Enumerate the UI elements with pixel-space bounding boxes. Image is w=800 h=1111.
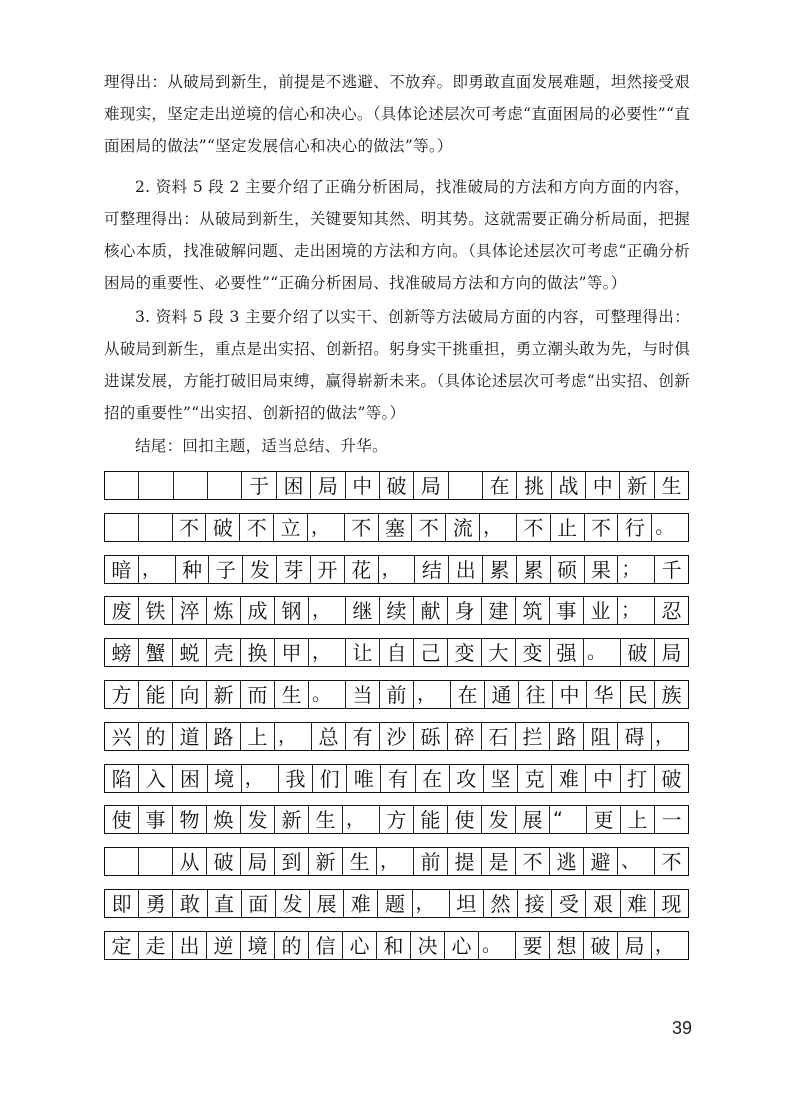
grid-cell: 克 — [518, 765, 552, 792]
grid-cell: ， — [655, 934, 675, 956]
grid-cell: 唯 — [347, 765, 381, 792]
grid-cell: 打 — [621, 765, 655, 792]
grid-cell: 于 — [242, 472, 276, 499]
grid-cell: 淬 — [173, 597, 207, 624]
grid-cell: 。 — [309, 681, 346, 708]
grid-cell: 直 — [208, 890, 242, 917]
grid-cell: 甲 — [275, 639, 309, 666]
grid-cell: 芽 — [277, 556, 311, 583]
grid-cell: 变 — [448, 639, 482, 666]
grid-cell: 即 — [105, 890, 139, 917]
grid-cell: 在 — [451, 681, 485, 708]
grid-cell: 题 — [378, 890, 412, 917]
grid-cell: 境 — [241, 932, 275, 959]
grid-cell: 种 — [176, 556, 210, 583]
paragraph-conclusion: 结尾：回扣主题，适当总结、升华。 — [135, 437, 388, 455]
grid-cell: 不 — [661, 849, 682, 874]
grid-cell: 。 — [655, 516, 675, 538]
grid-cell: 是 — [482, 848, 516, 875]
grid-cell: 逆 — [207, 932, 241, 959]
paragraph-point-3: 3. 资料 5 段 3 主要介绍了以实干、创新等方法破局方面的内容，可整理得出：从破局到新生，重点是出实招、创新招。躬身实干挑重担，勇立潮头敢为先，与时俱进谋发展，方能打破旧局束缚，赢得崭新未来。（具体论述层次可考虑“出实招、创新招的重要性”“出实招、创新招的做法”等。） — [104, 308, 690, 422]
grid-cell: 上 — [621, 806, 655, 833]
grid-cell: 往 — [519, 681, 553, 708]
grid-cell: 中 — [586, 765, 620, 792]
grid-cell: 艰 — [586, 890, 620, 917]
grid-cell: 有 — [346, 723, 380, 750]
grid-cell: 入 — [139, 765, 173, 792]
grid-cell: 不 — [240, 514, 274, 541]
grid-cell: 筑 — [516, 597, 550, 624]
grid-cell: 当 — [346, 681, 380, 708]
grid-cell: 华 — [587, 681, 621, 708]
grid-cell: 逃 — [550, 848, 584, 875]
grid-cell: 发 — [276, 890, 310, 917]
grid-row — [104, 889, 689, 918]
grid-cell: 接 — [518, 890, 552, 917]
grid-cell: 族 — [661, 682, 682, 707]
grid-row — [104, 680, 689, 709]
grid-cell: 难 — [621, 890, 655, 917]
grid-cell: 忍 — [661, 598, 682, 623]
grid-cell: 新 — [620, 472, 654, 499]
grid-cell: 蟹 — [139, 639, 173, 666]
grid-row — [104, 513, 689, 542]
grid-cell — [105, 514, 139, 541]
grid-cell: 生 — [275, 681, 309, 708]
grid-cell: ， — [309, 639, 346, 666]
grid-cell: 路 — [207, 723, 241, 750]
grid-cell: 境 — [208, 765, 242, 792]
grid-cell: 新 — [275, 806, 309, 833]
grid-cell — [449, 472, 483, 499]
grid-cell: 建 — [482, 597, 516, 624]
grid-cell: 挑 — [517, 472, 551, 499]
grid-cell: 从 — [173, 848, 207, 875]
grid-cell: 不 — [585, 514, 619, 541]
grid-cell — [208, 472, 242, 499]
grid-cell: 沙 — [380, 723, 414, 750]
grid-cell: 不 — [345, 514, 379, 541]
grid-cell: ， — [139, 556, 176, 583]
grid-cell: 不 — [173, 514, 207, 541]
grid-cell: 困 — [277, 472, 311, 499]
grid-cell: 生 — [343, 848, 377, 875]
grid-cell: 中 — [346, 472, 380, 499]
grid-cell: ； — [618, 597, 655, 624]
grid-cell: “ — [550, 806, 587, 833]
grid-cell: 方 — [105, 681, 139, 708]
grid-cell: 成 — [241, 597, 275, 624]
grid-cell: 受 — [552, 890, 586, 917]
grid-cell: 。 — [479, 932, 516, 959]
grid-cell: 坦 — [450, 890, 484, 917]
grid-cell — [105, 472, 139, 499]
grid-cell: 路 — [550, 723, 584, 750]
grid-cell: 破 — [584, 932, 618, 959]
grid-cell: 止 — [551, 514, 585, 541]
grid-cell: 到 — [275, 848, 309, 875]
grid-cell: 总 — [312, 723, 346, 750]
grid-cell: 信 — [309, 932, 343, 959]
page-number: 39 — [671, 1018, 692, 1038]
grid-cell: 生 — [309, 806, 343, 833]
grid-cell: 钢 — [275, 597, 309, 624]
grid-cell: 强 — [550, 639, 584, 666]
grid-cell: 向 — [173, 681, 207, 708]
grid-cell: 能 — [139, 681, 173, 708]
grid-cell: 难 — [552, 765, 586, 792]
grid-cell: 变 — [516, 639, 550, 666]
grid-cell: 破 — [206, 514, 240, 541]
grid-cell: 攻 — [450, 765, 484, 792]
grid-cell: 炼 — [207, 597, 241, 624]
grid-cell: 现 — [661, 891, 682, 916]
grid-cell: 石 — [482, 723, 516, 750]
grid-cell: 困 — [173, 765, 207, 792]
grid-cell: 发 — [243, 556, 277, 583]
grid-cell: ， — [343, 806, 380, 833]
grid-cell: 不 — [516, 848, 550, 875]
grid-cell: 焕 — [207, 806, 241, 833]
grid-row — [104, 555, 689, 584]
grid-cell: 避 — [584, 848, 618, 875]
grid-cell — [139, 472, 173, 499]
grid-cell: 战 — [552, 472, 586, 499]
grid-cell: 千 — [661, 557, 682, 582]
grid-cell: ， — [414, 681, 451, 708]
grid-row — [104, 596, 689, 625]
grid-cell: 想 — [550, 932, 584, 959]
grid-cell: 发 — [482, 806, 516, 833]
grid-cell: 不 — [517, 514, 551, 541]
grid-cell: ， — [308, 514, 345, 541]
grid-cell: 铁 — [139, 597, 173, 624]
grid-cell: 走 — [139, 932, 173, 959]
grid-cell: 勇 — [139, 890, 173, 917]
grid-cell: 立 — [274, 514, 308, 541]
grid-cell: ， — [480, 514, 517, 541]
grid-cell: 陷 — [105, 765, 139, 792]
grid-cell: 决 — [411, 932, 445, 959]
grid-cell: ； — [618, 556, 655, 583]
grid-cell: 面 — [242, 890, 276, 917]
grid-cell: 业 — [584, 597, 618, 624]
paragraph-intro: 理得出：从破局到新生，前提是不逃避、不放弃。即勇敢直面发展难题，坦然接受艰难现实，坚定走出逆境的信心和决心。（具体论述层次可考虑“直面困局的必要性”“直面困局的做法”“坚定发展信心和决心的做法”等。） — [104, 73, 690, 155]
grid-cell: 心 — [445, 932, 479, 959]
grid-row — [104, 764, 689, 793]
grid-cell: 中 — [586, 472, 620, 499]
grid-cell: 己 — [414, 639, 448, 666]
grid-cell: 献 — [414, 597, 448, 624]
grid-cell: 敢 — [173, 890, 207, 917]
grid-cell: 结 — [415, 556, 449, 583]
grid-cell: 流 — [446, 514, 480, 541]
grid-cell: 我 — [279, 765, 313, 792]
grid-cell: 而 — [241, 681, 275, 708]
grid-cell: 难 — [344, 890, 378, 917]
grid-cell: 提 — [448, 848, 482, 875]
grid-cell: 生 — [661, 473, 682, 498]
grid-cell: 上 — [241, 723, 275, 750]
grid-cell: 累 — [517, 556, 551, 583]
grid-cell: ， — [379, 556, 416, 583]
grid-cell: 出 — [173, 932, 207, 959]
grid-cell: 要 — [516, 932, 550, 959]
grid-cell: 有 — [381, 765, 415, 792]
grid-row — [104, 931, 689, 960]
grid-cell: 事 — [139, 806, 173, 833]
grid-cell: 道 — [173, 723, 207, 750]
grid-cell: 砾 — [414, 723, 448, 750]
grid-cell: 壳 — [207, 639, 241, 666]
grid-row — [104, 722, 689, 751]
grid-cell: 蜕 — [173, 639, 207, 666]
grid-cell: 在 — [483, 472, 517, 499]
grid-cell: ， — [377, 848, 414, 875]
grid-cell: 更 — [587, 806, 621, 833]
grid-cell: 兴 — [105, 723, 139, 750]
grid-cell: 物 — [173, 806, 207, 833]
grid-row — [104, 471, 689, 500]
grid-cell: 续 — [380, 597, 414, 624]
grid-cell: ， — [655, 725, 675, 747]
paragraph-point-2: 2. 资料 5 段 2 主要介绍了正确分析困局，找准破局的方法和方向方面的内容，可整理得出：从破局到新生，关键要知其然、明其势。这就需要正确分析局面，把握核心本质，找准破解问题、走出困境的方法和方向。（具体论述层次可考虑“正确分析困局的重要性、必要性”“正确分析困局、找准破局方法和方向的做法”等。） — [104, 178, 690, 292]
grid-cell: 心 — [343, 932, 377, 959]
grid-cell: 破 — [621, 639, 655, 666]
grid-cell: 事 — [550, 597, 584, 624]
grid-cell — [105, 848, 139, 875]
grid-cell: 花 — [345, 556, 379, 583]
grid-cell: 自 — [380, 639, 414, 666]
grid-cell: 破 — [661, 766, 682, 791]
grid-cell: 通 — [485, 681, 519, 708]
grid-cell: 局 — [661, 640, 682, 665]
grid-cell: 暗 — [105, 556, 139, 583]
grid-cell: 能 — [414, 806, 448, 833]
grid-cell: ， — [309, 597, 346, 624]
grid-cell: ， — [275, 723, 312, 750]
grid-cell — [139, 514, 173, 541]
grid-cell: 新 — [207, 681, 241, 708]
grid-cell: 让 — [346, 639, 380, 666]
grid-cell: 坚 — [484, 765, 518, 792]
grid-cell: 的 — [139, 723, 173, 750]
grid-cell: 展 — [516, 806, 550, 833]
grid-cell: 方 — [380, 806, 414, 833]
grid-cell: ， — [413, 890, 450, 917]
grid-cell: 然 — [484, 890, 518, 917]
grid-cell: 新 — [309, 848, 343, 875]
grid-cell: 使 — [105, 806, 139, 833]
grid-cell — [174, 472, 208, 499]
grid-cell: 前 — [380, 681, 414, 708]
grid-cell: 继 — [346, 597, 380, 624]
grid-cell: 大 — [482, 639, 516, 666]
grid-cell: 碍 — [618, 723, 652, 750]
grid-cell: 。 — [584, 639, 621, 666]
grid-cell: 行 — [618, 514, 652, 541]
grid-cell: 的 — [275, 932, 309, 959]
grid-row — [104, 847, 689, 876]
grid-cell: 碎 — [448, 723, 482, 750]
grid-cell: 在 — [416, 765, 450, 792]
grid-cell: 阻 — [584, 723, 618, 750]
grid-cell: 不 — [412, 514, 446, 541]
grid-cell: 螃 — [105, 639, 139, 666]
grid-cell: ， — [242, 765, 279, 792]
grid-cell: 身 — [448, 597, 482, 624]
grid-cell: 累 — [483, 556, 517, 583]
grid-cell: 民 — [621, 681, 655, 708]
grid-cell: 废 — [105, 597, 139, 624]
grid-cell: 塞 — [379, 514, 413, 541]
grid-cell: 使 — [448, 806, 482, 833]
grid-cell: 开 — [311, 556, 345, 583]
grid-cell: 硕 — [551, 556, 585, 583]
grid-cell: 们 — [313, 765, 347, 792]
grid-row — [104, 805, 689, 834]
grid-cell: 一 — [661, 807, 682, 832]
grid-cell: 局 — [241, 848, 275, 875]
grid-cell: 子 — [209, 556, 243, 583]
grid-cell: 局 — [618, 932, 652, 959]
grid-cell — [139, 848, 173, 875]
grid-cell: 破 — [380, 472, 414, 499]
grid-cell: 换 — [241, 639, 275, 666]
grid-row — [104, 638, 689, 667]
grid-cell: 拦 — [516, 723, 550, 750]
grid-cell: 、 — [618, 848, 655, 875]
grid-cell: 发 — [241, 806, 275, 833]
grid-cell: 局 — [311, 472, 345, 499]
grid-cell: 前 — [414, 848, 448, 875]
grid-cell: 和 — [377, 932, 411, 959]
grid-cell: 果 — [585, 556, 619, 583]
grid-cell: 局 — [414, 472, 448, 499]
grid-cell: 展 — [310, 890, 344, 917]
grid-cell: 中 — [553, 681, 587, 708]
grid-cell: 破 — [207, 848, 241, 875]
grid-cell: 出 — [449, 556, 483, 583]
grid-cell: 定 — [105, 932, 139, 959]
